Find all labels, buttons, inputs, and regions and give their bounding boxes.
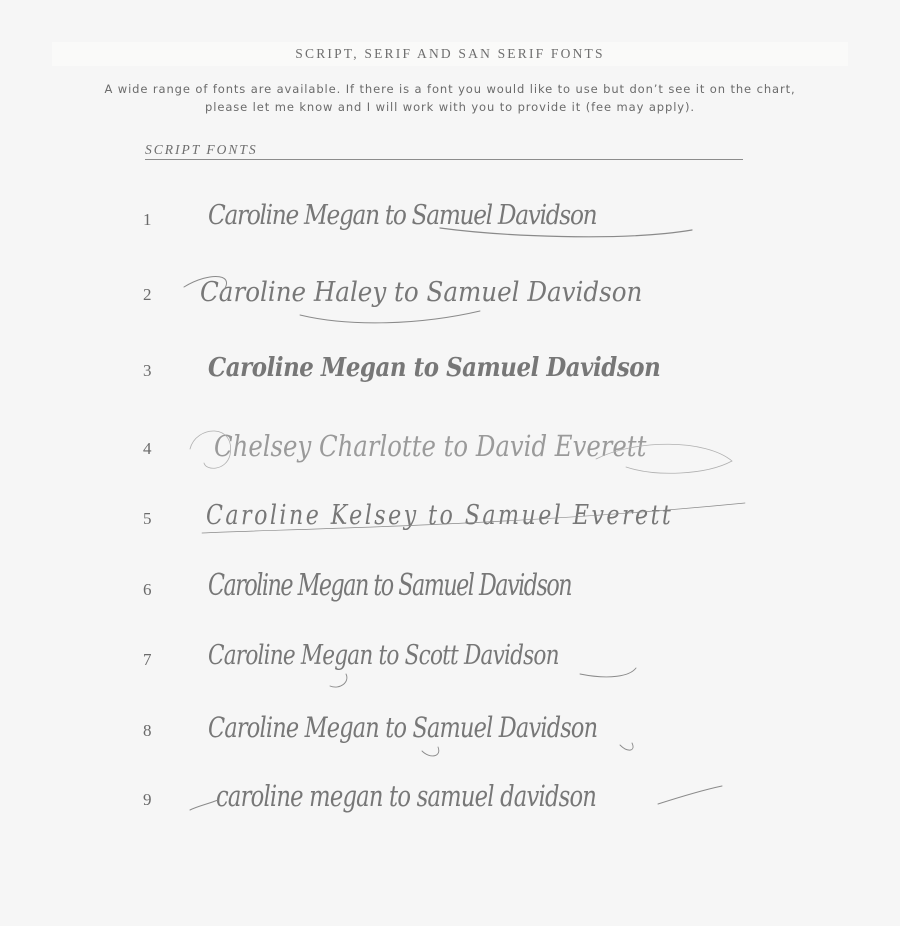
font-row-4 [0, 419, 900, 479]
row-number: 4 [143, 439, 152, 458]
script-sample-9: caroline megan to samuel davidson [216, 779, 597, 813]
row-number: 2 [143, 285, 152, 304]
script-sample-3: Caroline Megan to Samuel Davidson [208, 353, 661, 383]
row-number: 1 [143, 210, 152, 229]
font-row-7 [0, 630, 900, 690]
script-sample-2: Caroline Haley to Samuel Davidson [200, 277, 643, 308]
font-row-3 [0, 341, 900, 401]
script-sample-6: Caroline Megan to Samuel Davidson [208, 568, 572, 603]
row-number: 7 [143, 650, 152, 669]
font-row-5 [0, 489, 900, 549]
page-title: SCRIPT, SERIF AND SAN SERIF FONTS [295, 46, 605, 61]
font-row-8 [0, 701, 900, 761]
intro-paragraph [70, 80, 830, 116]
script-sample-8: Caroline Megan to Samuel Davidson [208, 711, 598, 744]
script-sample-4: Chelsey Charlotte to David Everett [214, 429, 647, 463]
font-row-6 [0, 560, 900, 620]
font-row-1 [0, 190, 900, 250]
intro-line-1: A wide range of fonts are available. If there is a font you would like to use but don’t see it on the chart, [104, 82, 796, 96]
intro-line-2: please let me know and I will work with you to provide it (fee may apply). [205, 100, 695, 114]
script-sample-7: Caroline Megan to Scott Davidson [208, 640, 559, 671]
title-bar [52, 42, 848, 66]
script-sample-5: Caroline Kelsey to Samuel Everett [206, 500, 674, 531]
row-number: 5 [143, 509, 152, 528]
font-row-2 [0, 265, 900, 325]
row-number: 8 [143, 721, 152, 740]
row-number: 9 [143, 790, 152, 809]
row-number: 3 [143, 361, 152, 380]
row-number: 6 [143, 580, 152, 599]
font-row-9 [0, 770, 900, 830]
section-divider [145, 159, 743, 160]
script-sample-1: Caroline Megan to Samuel Davidson [208, 200, 597, 231]
section-heading: SCRIPT FONTS [145, 142, 258, 157]
